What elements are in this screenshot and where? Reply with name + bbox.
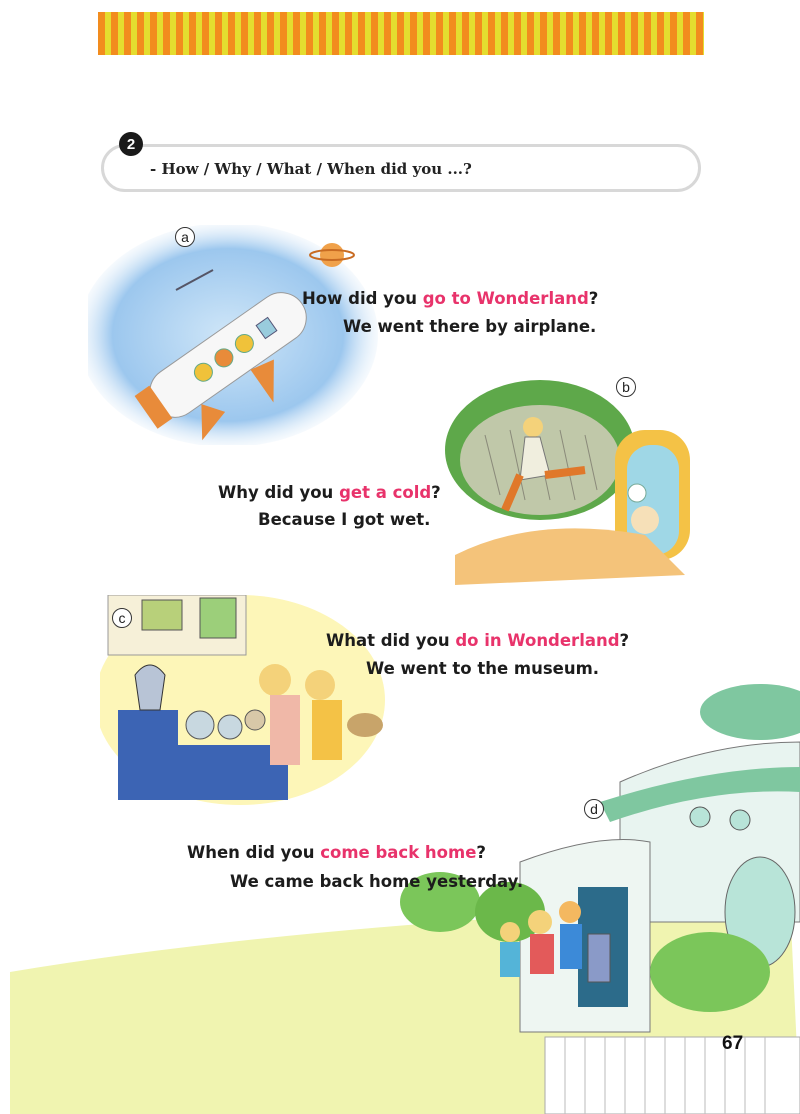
answer-c: We went to the museum. xyxy=(366,659,600,678)
item-label-b: b xyxy=(616,377,636,397)
exercise-number-badge: 2 xyxy=(119,132,143,156)
item-label-d: d xyxy=(584,799,604,819)
question-a: How did you go to Wonderland? xyxy=(302,289,599,308)
question-d: When did you come back home? xyxy=(187,843,486,862)
item-label-c: c xyxy=(112,608,132,628)
exercise-pattern: - How / Why / What / When did you ...? xyxy=(150,160,472,178)
answer-d: We came back home yesterday. xyxy=(230,872,524,891)
page-number: 67 xyxy=(722,1033,744,1054)
answer-b: Because I got wet. xyxy=(258,510,431,529)
sick-in-bed-illustration xyxy=(445,375,705,590)
answer-a: We went there by airplane. xyxy=(343,317,597,336)
decorative-stripe-bar xyxy=(98,12,704,55)
item-label-a: a xyxy=(175,227,195,247)
question-c: What did you do in Wonderland? xyxy=(326,631,630,650)
spaceship-illustration xyxy=(88,225,378,445)
question-b: Why did you get a cold? xyxy=(218,483,441,502)
coming-home-illustration xyxy=(10,672,800,1114)
